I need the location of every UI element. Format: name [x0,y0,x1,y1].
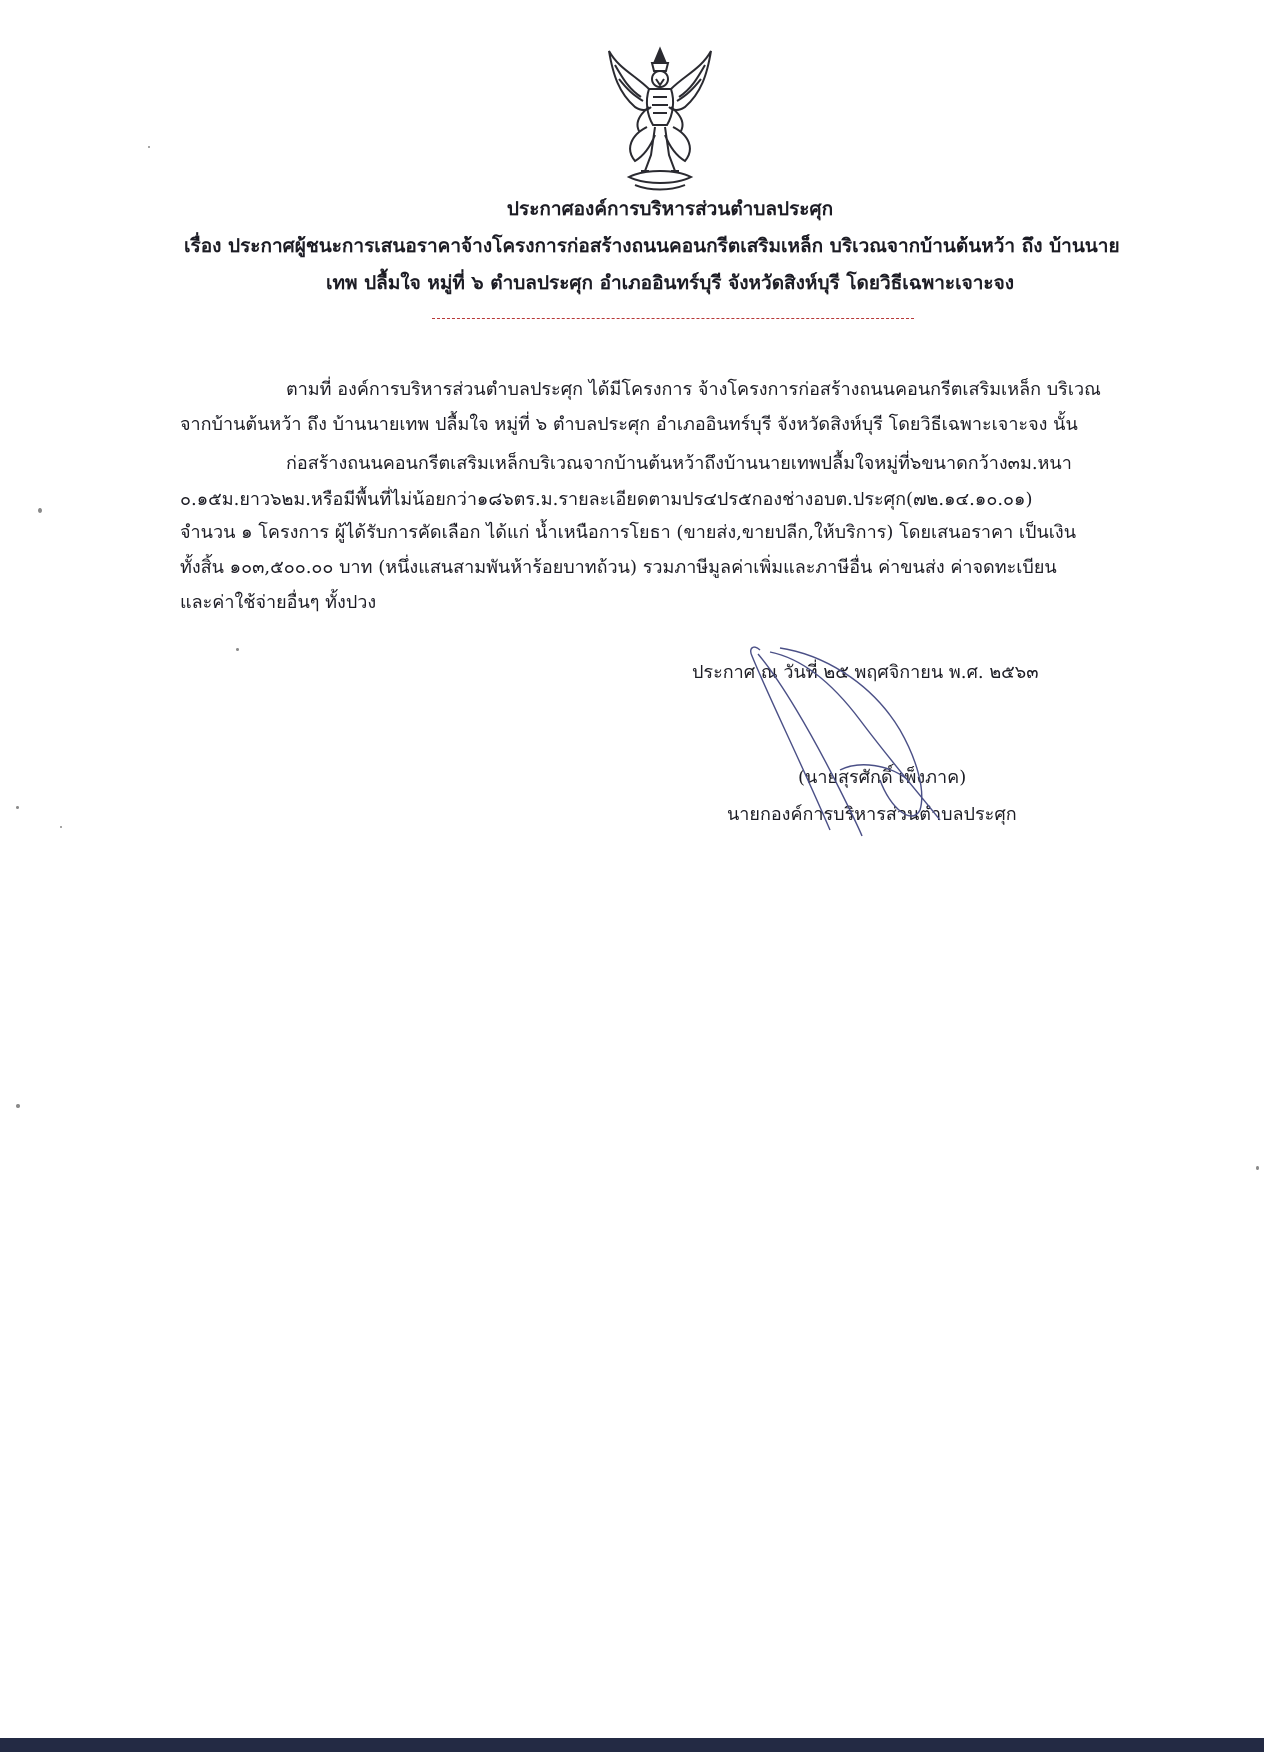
body-line-6: ทั้งสิ้น ๑๐๓,๕๐๐.๐๐ บาท (หนึ่งแสนสามพันห้าร้อยบาทถ้วน) รวมภาษีมูลค่าเพิ่มและภาษีอื่น ค่าขนส่ง ค่าจดทะเบียน [180,557,1057,578]
body-line-7: และค่าใช้จ่ายอื่นๆ ทั้งปวง [180,592,377,613]
announcement-date: ประกาศ ณ วันที่ ๒๕ พฤศจิกายน พ.ศ. ๒๕๖๓ [692,662,1039,683]
subject-line-1: เรื่อง ประกาศผู้ชนะการเสนอราคาจ้างโครงการก่อสร้างถนนคอนกรีตเสริมเหล็ก บริเวณจากบ้านต้นหว้า ถึง บ้านนาย [184,235,1120,257]
signer-position: นายกองค์การบริหารส่วนตำบลประศุก [727,804,1017,825]
scan-speck [60,826,62,828]
scan-speck [16,1104,20,1108]
subject-line-2: เทพ ปลื้มใจ หมู่ที่ ๖ ตำบลประศุก อำเภออินทร์บุรี จังหวัดสิงห์บุรี โดยวิธีเฉพาะเจาะจง [325,272,1015,294]
handwritten-signature [740,640,980,850]
scan-speck [16,806,19,809]
scan-speck [148,146,150,148]
scan-speck [1256,1166,1259,1170]
scan-edge-strip [0,1738,1264,1752]
heading-divider [432,318,914,319]
body-line-1: ตามที่ องค์การบริหารส่วนตำบลประศุก ได้มีโครงการ จ้างโครงการก่อสร้างถนนคอนกรีตเสริมเหล็ก บริเวณ [286,379,1101,400]
body-line-5: จำนวน ๑ โครงการ ผู้ได้รับการคัดเลือก ได้แก่ น้ำเหนือการโยธา (ขายส่ง,ขายปลีก,ให้บริการ) โดยเสนอราคา เป็นเงิน [180,522,1077,543]
issuing-organization-title: ประกาศองค์การบริหารส่วนตำบลประศุก [506,198,834,220]
scan-speck [236,648,239,651]
body-line-3: ก่อสร้างถนนคอนกรีตเสริมเหล็กบริเวณจากบ้านต้นหว้าถึงบ้านนายเทพปลื้มใจหมู่ที่๖ขนาดกว้าง๓ม.หนา [286,453,1072,474]
body-line-2: จากบ้านต้นหว้า ถึง บ้านนายเทพ ปลื้มใจ หมู่ที่ ๖ ตำบลประศุก อำเภออินทร์บุรี จังหวัดสิงห์บุรี โดยวิธีเฉพาะเจาะจง นั้น [180,414,1078,435]
body-line-4: ๐.๑๕ม.ยาว๖๒ม.หรือมีพื้นที่ไม่น้อยกว่า๑๘๖ตร.ม.รายละเอียดตามปร๔ปร๕กองช่างอบต.ประศุก(๗๒.๑๔.๑๐.๐๑) [180,489,1033,510]
garuda-emblem-icon [605,45,715,193]
scan-speck [38,508,42,513]
signer-name: (นายสุรศักดิ์ เพ็งภาค) [798,767,967,788]
